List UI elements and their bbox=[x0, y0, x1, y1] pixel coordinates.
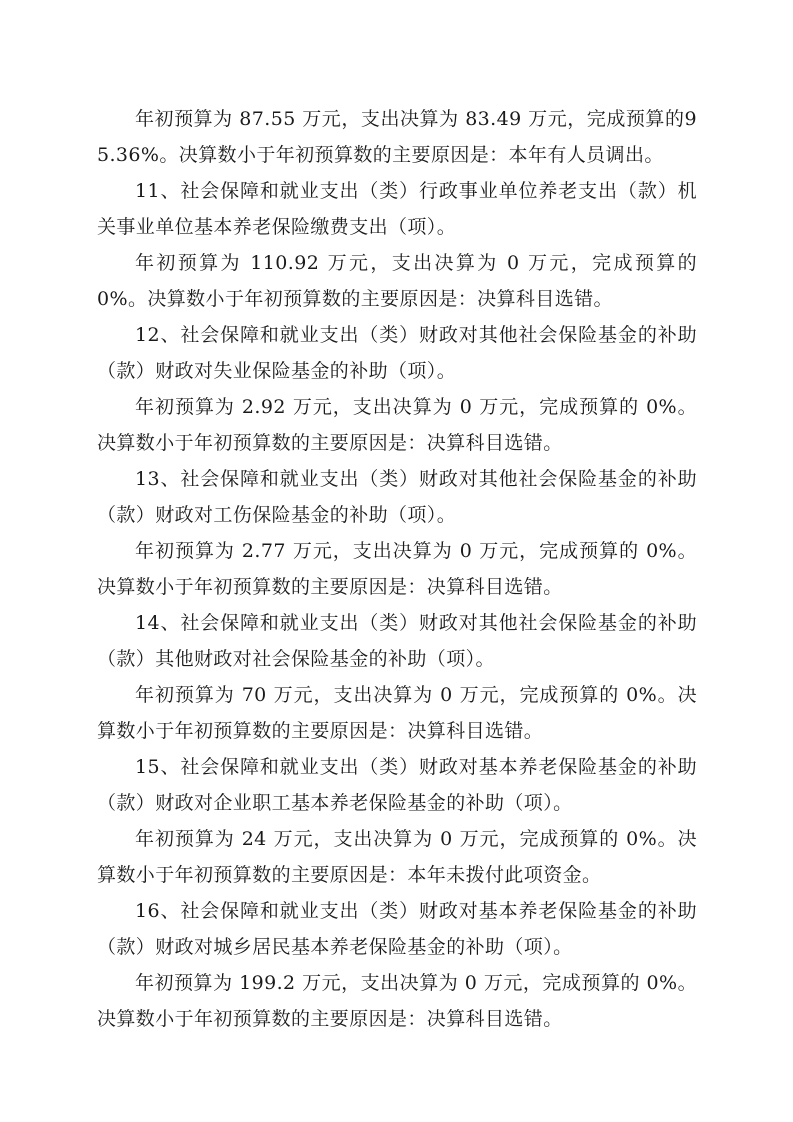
paragraph-budget-14: 年初预算为 70 万元，支出决算为 0 万元，完成预算的 0%。决算数小于年初预算数的主要原因是：决算科目选错。 bbox=[97, 684, 697, 742]
paragraph-item-16-heading: 16、社会保障和就业支出（类）财政对基本养老保险基金的补助（款）财政对城乡居民基本养老保险基金的补助（项）。 bbox=[97, 900, 697, 958]
paragraph-item-12-heading: 12、社会保障和就业支出（类）财政对其他社会保险基金的补助（款）财政对失业保险基金的补助（项）。 bbox=[97, 324, 697, 382]
paragraph-budget-15: 年初预算为 24 万元，支出决算为 0 万元，完成预算的 0%。决算数小于年初预算数的主要原因是：本年未拨付此项资金。 bbox=[97, 828, 697, 886]
paragraph-budget-16: 年初预算为 199.2 万元，支出决算为 0 万元，完成预算的 0%。决算数小于年初预算数的主要原因是：决算科目选错。 bbox=[97, 972, 697, 1030]
paragraph-item-13-heading: 13、社会保障和就业支出（类）财政对其他社会保险基金的补助（款）财政对工伤保险基金的补助（项）。 bbox=[97, 468, 697, 526]
paragraph-budget-12: 年初预算为 2.92 万元，支出决算为 0 万元，完成预算的 0%。决算数小于年初预算数的主要原因是：决算科目选错。 bbox=[97, 396, 697, 454]
paragraph-budget-11: 年初预算为 110.92 万元，支出决算为 0 万元，完成预算的 0%。决算数小于年初预算数的主要原因是：决算科目选错。 bbox=[97, 252, 697, 310]
paragraph-budget-10: 年初预算为 87.55 万元，支出决算为 83.49 万元，完成预算的95.36%。决算数小于年初预算数的主要原因是：本年有人员调出。 bbox=[97, 108, 697, 166]
paragraph-budget-13: 年初预算为 2.77 万元，支出决算为 0 万元，完成预算的 0%。决算数小于年初预算数的主要原因是：决算科目选错。 bbox=[97, 540, 697, 598]
paragraph-item-14-heading: 14、社会保障和就业支出（类）财政对其他社会保险基金的补助（款）其他财政对社会保险基金的补助（项）。 bbox=[97, 612, 697, 670]
paragraph-item-11-heading: 11、社会保障和就业支出（类）行政事业单位养老支出（款）机关事业单位基本养老保险缴费支出（项）。 bbox=[97, 180, 697, 238]
paragraph-item-15-heading: 15、社会保障和就业支出（类）财政对基本养老保险基金的补助（款）财政对企业职工基本养老保险基金的补助（项）。 bbox=[97, 756, 697, 814]
document-body bbox=[97, 101, 697, 1037]
